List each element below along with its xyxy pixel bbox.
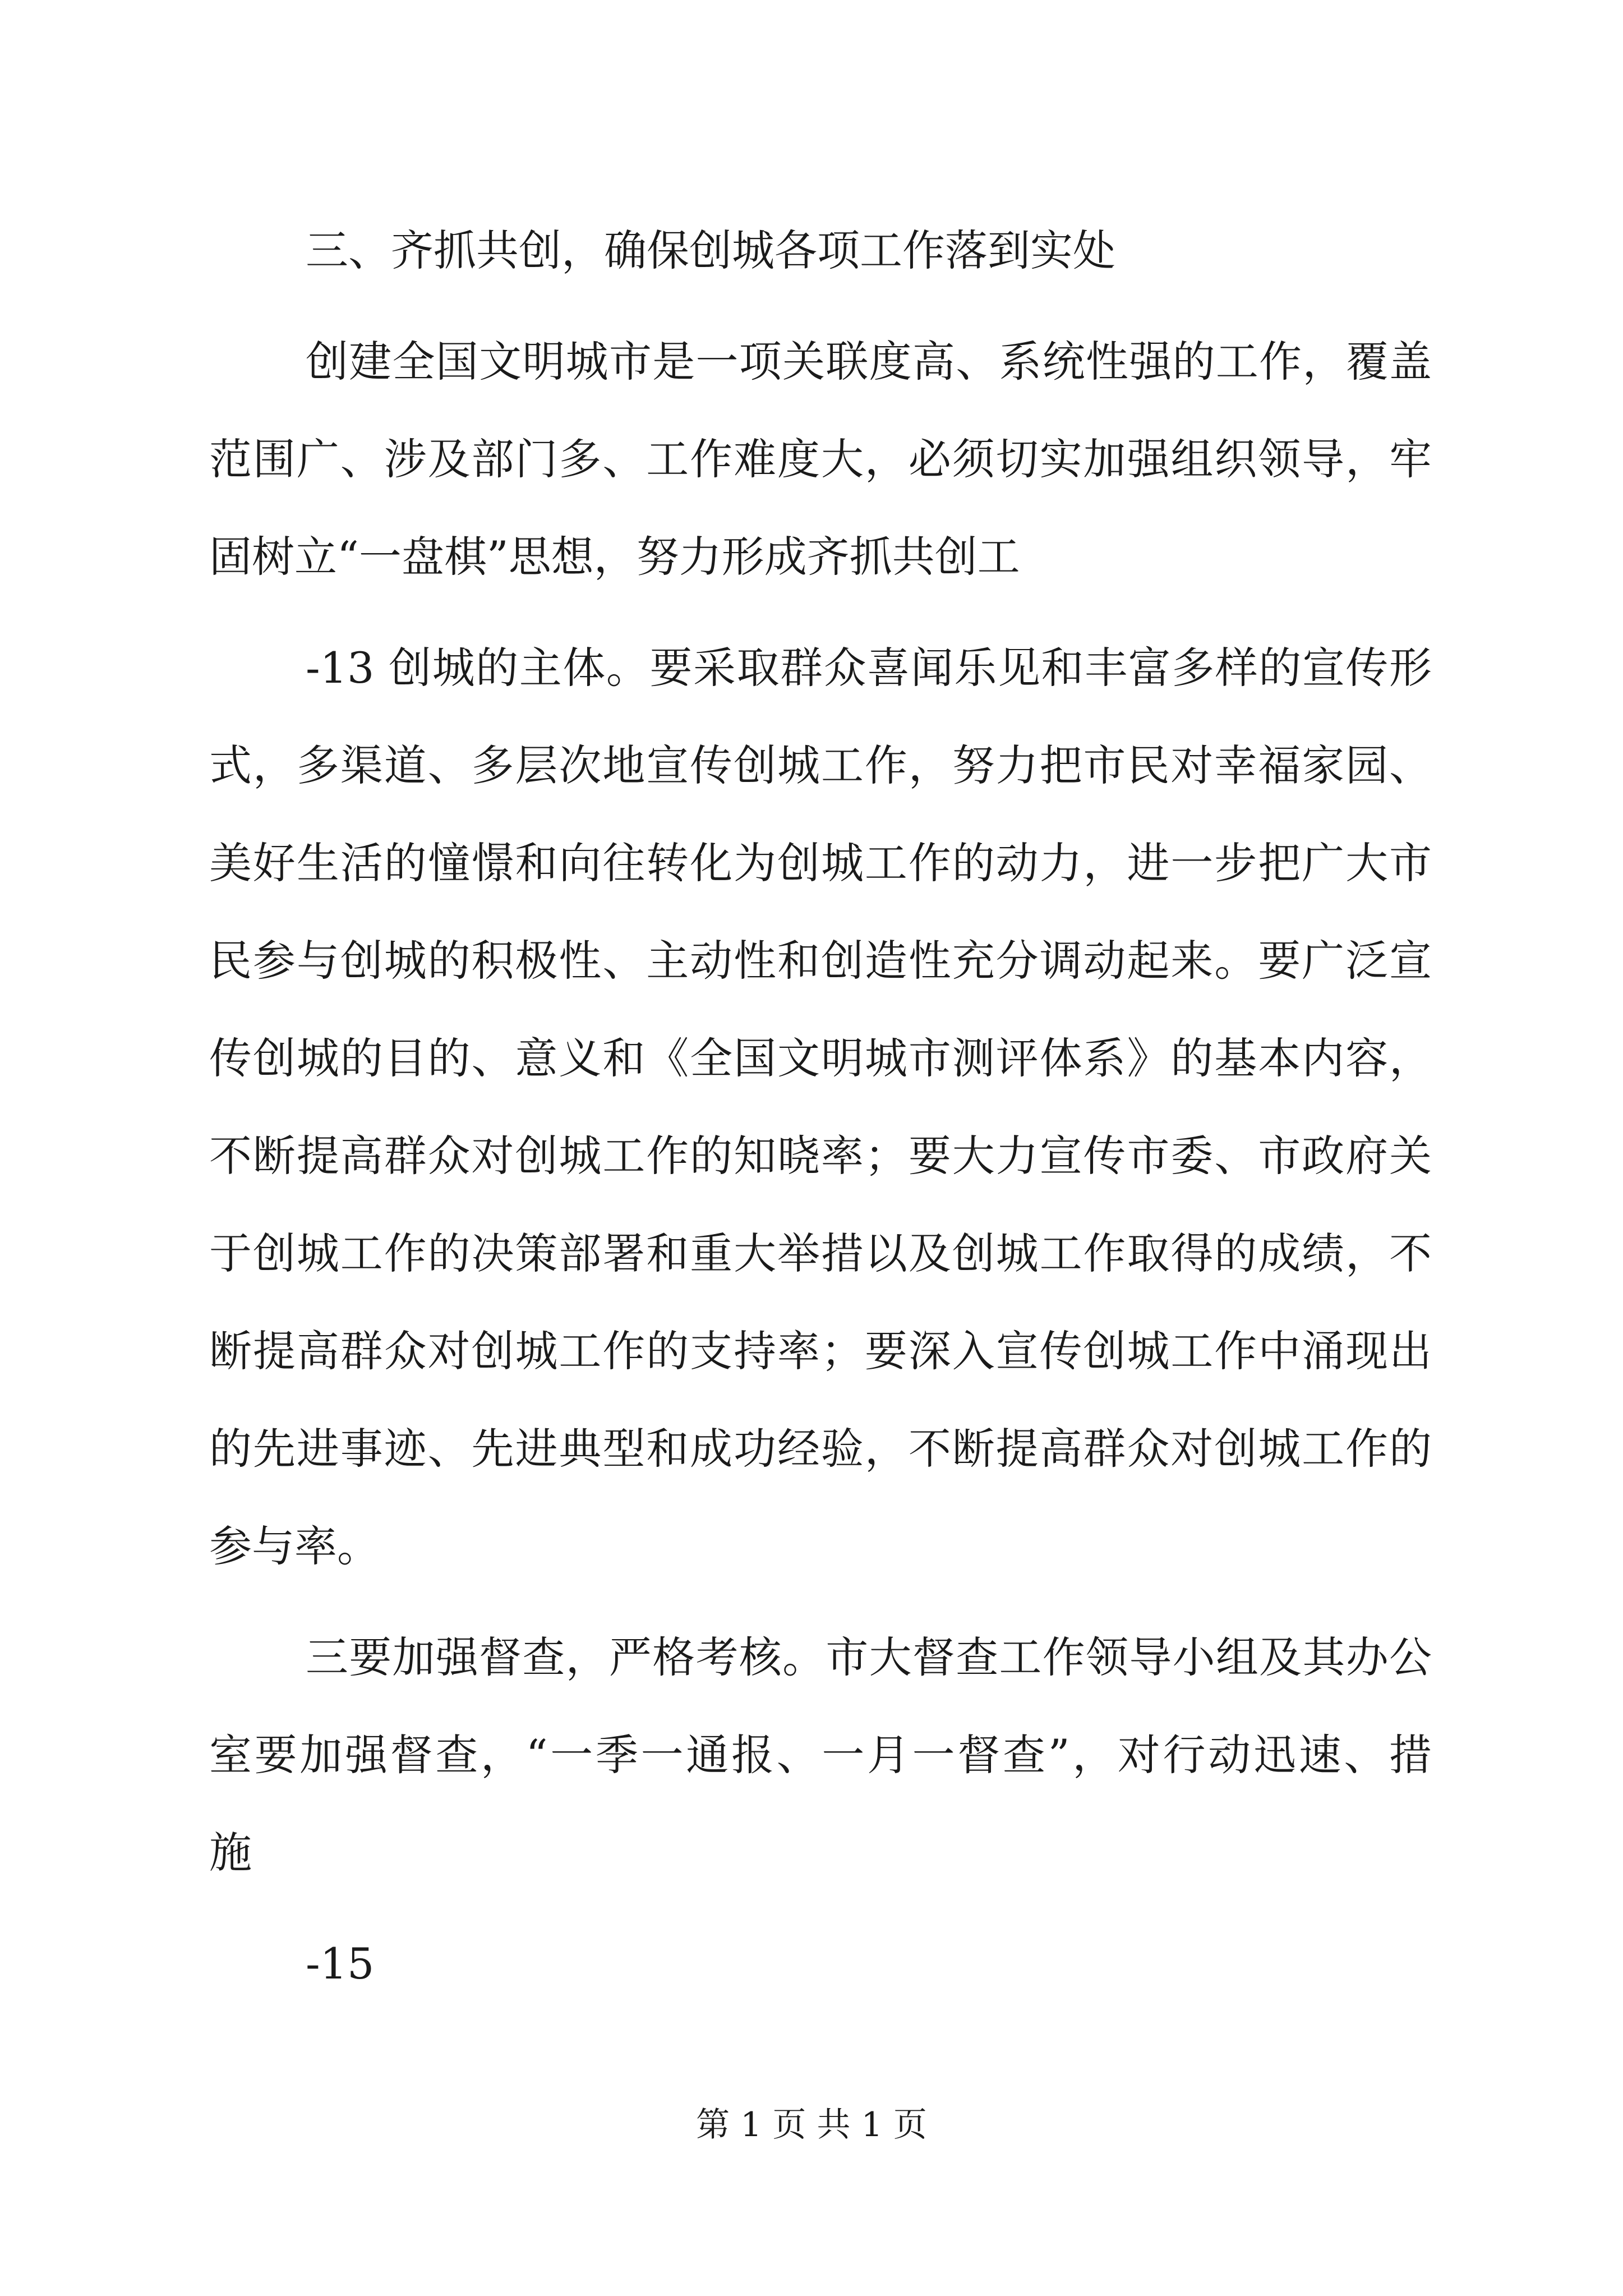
paragraph-2-line-5: 传创城的目的、意义和《全国文明城市测评体系》的基本内容， xyxy=(209,1033,1432,1083)
page-footer xyxy=(0,2102,1623,2147)
paragraph-2-line-6: 不断提高群众对创城工作的知晓率；要大力宣传市委、市政府关 xyxy=(209,1131,1432,1181)
paragraph-3-line-2: 室要加强督查，“一季一通报、一月一督查”，对行动迅速、措 xyxy=(209,1730,1432,1780)
page-number-info: 第 1 页 共 1 页 xyxy=(696,2105,927,2145)
paragraph-2-line-7: 于创城工作的决策部署和重大举措以及创城工作取得的成绩，不 xyxy=(209,1228,1432,1278)
paragraph-2-line-8: 断提高群众对创城工作的支持率；要深入宣传创城工作中涌现出 xyxy=(209,1326,1432,1376)
paragraph-1-line-2: 范围广、涉及部门多、工作难度大，必须切实加强组织领导，牢 xyxy=(209,434,1432,484)
paragraph-1-line-3: 固树立“一盘棋”思想，努力形成齐抓共创工 xyxy=(209,532,1020,582)
paragraph-3-line-1: 三要加强督查，严格考核。市大督查工作领导小组及其办公 xyxy=(306,1632,1432,1682)
paragraph-2-line-4: 民参与创城的积极性、主动性和创造性充分调动起来。要广泛宣 xyxy=(209,936,1432,986)
paragraph-2-line-3: 美好生活的憧憬和向往转化为创城工作的动力，进一步把广大市 xyxy=(209,838,1432,888)
paragraph-3-line-3: 施 xyxy=(209,1828,252,1878)
paragraph-2-line-2: 式，多渠道、多层次地宣传创城工作，努力把市民对幸福家园、 xyxy=(209,740,1432,790)
document-body xyxy=(209,202,1432,2013)
paragraph-1-line-1: 创建全国文明城市是一项关联度高、系统性强的工作，覆盖 xyxy=(306,337,1432,386)
paragraph-2-line-9: 的先进事迹、先进典型和成功经验，不断提高群众对创城工作的 xyxy=(209,1424,1432,1474)
paragraph-2-line-1: -13 创城的主体。要采取群众喜闻乐见和丰富多样的宣传形 xyxy=(306,643,1432,693)
paragraph-2-line-10: 参与率。 xyxy=(209,1521,380,1571)
page-marker: -15 xyxy=(306,1939,375,1989)
section-heading: 三、齐抓共创，确保创城各项工作落到实处 xyxy=(306,226,1115,275)
